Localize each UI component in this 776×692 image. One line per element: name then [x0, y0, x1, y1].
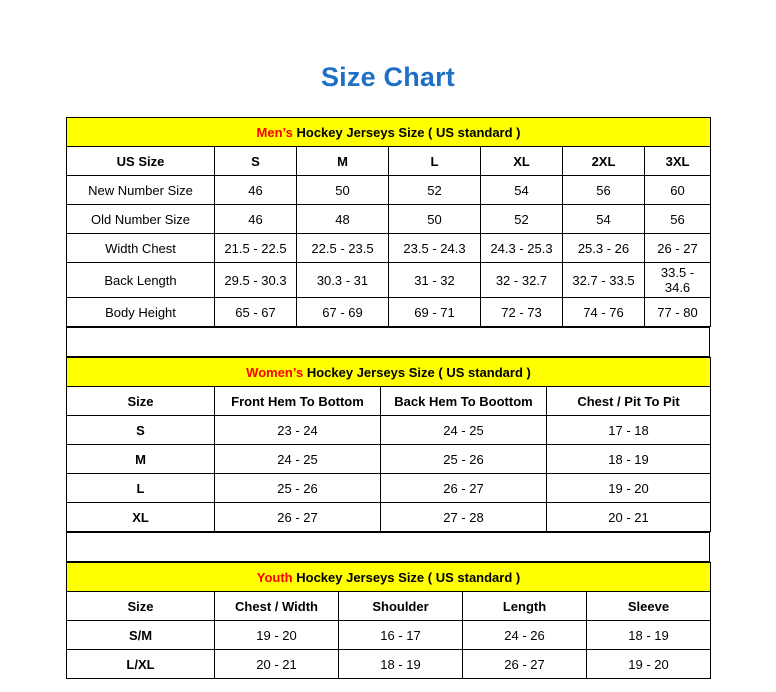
table-row: [67, 650, 711, 679]
mens-row-3-val-4: 32.7 - 33.5: [563, 263, 645, 298]
youth-col-4: Sleeve: [587, 592, 711, 621]
mens-row-2-val-0: 21.5 - 22.5: [215, 234, 297, 263]
mens-column-header-row: [67, 147, 711, 176]
womens-row-2-val-2: 19 - 20: [547, 474, 711, 503]
youth-row-0-val-0: 19 - 20: [215, 621, 339, 650]
mens-row-0-label: New Number Size: [67, 176, 215, 205]
mens-row-4-label: Body Height: [67, 298, 215, 327]
mens-row-4-val-1: 67 - 69: [297, 298, 389, 327]
table-row: [67, 474, 711, 503]
youth-row-1-label: L/XL: [67, 650, 215, 679]
mens-row-0-val-5: 60: [645, 176, 711, 205]
mens-row-3-val-2: 31 - 32: [389, 263, 481, 298]
youth-col-0: Size: [67, 592, 215, 621]
womens-row-3-val-0: 26 - 27: [215, 503, 381, 532]
womens-col-2: Back Hem To Boottom: [381, 387, 547, 416]
mens-col-2: M: [297, 147, 389, 176]
womens-section-heading: [67, 358, 711, 387]
mens-row-4-val-4: 74 - 76: [563, 298, 645, 327]
youth-heading-rest: Hockey Jerseys Size ( US standard ): [292, 569, 521, 585]
mens-row-4-val-5: 77 - 80: [645, 298, 711, 327]
womens-row-2-val-1: 26 - 27: [381, 474, 547, 503]
mens-heading-accent: Men’s: [256, 124, 293, 140]
mens-row-3-label: Back Length: [67, 263, 215, 298]
mens-col-0: US Size: [67, 147, 215, 176]
womens-column-header-row: [67, 387, 711, 416]
youth-row-1-val-0: 20 - 21: [215, 650, 339, 679]
spacer-2: [66, 532, 710, 562]
mens-row-1-val-5: 56: [645, 205, 711, 234]
mens-row-3-val-5: 33.5 - 34.6: [645, 263, 711, 298]
mens-col-3: L: [389, 147, 481, 176]
mens-row-1-val-3: 52: [481, 205, 563, 234]
youth-section-heading: [67, 563, 711, 592]
womens-row-3-val-2: 20 - 21: [547, 503, 711, 532]
table-row: [67, 503, 711, 532]
womens-row-0-val-1: 24 - 25: [381, 416, 547, 445]
womens-row-0-val-0: 23 - 24: [215, 416, 381, 445]
table-row: [67, 298, 711, 327]
mens-row-3-val-0: 29.5 - 30.3: [215, 263, 297, 298]
womens-row-0-label: S: [67, 416, 215, 445]
mens-section-heading: [67, 118, 711, 147]
table-row: [67, 176, 711, 205]
table-row: [67, 445, 711, 474]
womens-row-0-val-2: 17 - 18: [547, 416, 711, 445]
mens-col-6: 3XL: [645, 147, 711, 176]
mens-heading-rest: Hockey Jerseys Size ( US standard ): [292, 124, 521, 140]
mens-row-4-val-0: 65 - 67: [215, 298, 297, 327]
mens-row-3-val-1: 30.3 - 31: [297, 263, 389, 298]
womens-col-3: Chest / Pit To Pit: [547, 387, 711, 416]
womens-row-1-val-2: 18 - 19: [547, 445, 711, 474]
mens-row-1-label: Old Number Size: [67, 205, 215, 234]
womens-heading-rest: Hockey Jerseys Size ( US standard ): [303, 364, 531, 380]
mens-row-2-val-2: 23.5 - 24.3: [389, 234, 481, 263]
table-row: [67, 234, 711, 263]
womens-row-1-val-1: 25 - 26: [381, 445, 547, 474]
youth-col-1: Chest / Width: [215, 592, 339, 621]
womens-row-2-label: L: [67, 474, 215, 503]
mens-row-2-val-3: 24.3 - 25.3: [481, 234, 563, 263]
womens-row-3-val-1: 27 - 28: [381, 503, 547, 532]
youth-row-0-val-1: 16 - 17: [339, 621, 463, 650]
table-row: [67, 621, 711, 650]
mens-row-2-val-1: 22.5 - 23.5: [297, 234, 389, 263]
youth-row-1-val-1: 18 - 19: [339, 650, 463, 679]
mens-row-4-val-2: 69 - 71: [389, 298, 481, 327]
womens-heading-accent: Women’s: [246, 364, 304, 380]
youth-column-header-row: [67, 592, 711, 621]
youth-row-0-val-3: 18 - 19: [587, 621, 711, 650]
mens-row-1-val-2: 50: [389, 205, 481, 234]
womens-row-1-val-0: 24 - 25: [215, 445, 381, 474]
womens-row-3-label: XL: [67, 503, 215, 532]
mens-col-4: XL: [481, 147, 563, 176]
mens-row-1-val-4: 54: [563, 205, 645, 234]
mens-col-1: S: [215, 147, 297, 176]
mens-row-1-val-0: 46: [215, 205, 297, 234]
youth-row-0-label: S/M: [67, 621, 215, 650]
mens-row-2-label: Width Chest: [67, 234, 215, 263]
table-row: [67, 263, 711, 298]
womens-size-table: [66, 357, 711, 532]
mens-row-3-val-3: 32 - 32.7: [481, 263, 563, 298]
youth-section-heading-row: [67, 563, 711, 592]
page-title: Size Chart: [320, 62, 456, 92]
youth-row-1-val-3: 19 - 20: [587, 650, 711, 679]
youth-col-3: Length: [463, 592, 587, 621]
womens-section-heading-row: [67, 358, 711, 387]
womens-row-2-val-0: 25 - 26: [215, 474, 381, 503]
womens-row-1-label: M: [67, 445, 215, 474]
youth-heading-accent: Youth: [256, 569, 293, 585]
size-chart-container: [66, 93, 710, 679]
table-row: [67, 416, 711, 445]
mens-col-5: 2XL: [563, 147, 645, 176]
spacer-1: [66, 327, 710, 357]
mens-row-1-val-1: 48: [297, 205, 389, 234]
youth-row-1-val-2: 26 - 27: [463, 650, 587, 679]
womens-col-0: Size: [67, 387, 215, 416]
womens-col-1: Front Hem To Bottom: [215, 387, 381, 416]
mens-row-0-val-0: 46: [215, 176, 297, 205]
mens-row-0-val-4: 56: [563, 176, 645, 205]
mens-row-4-val-3: 72 - 73: [481, 298, 563, 327]
mens-section-heading-row: [67, 118, 711, 147]
mens-row-2-val-5: 26 - 27: [645, 234, 711, 263]
mens-row-2-val-4: 25.3 - 26: [563, 234, 645, 263]
youth-col-2: Shoulder: [339, 592, 463, 621]
mens-size-table: [66, 117, 711, 327]
mens-row-0-val-1: 50: [297, 176, 389, 205]
mens-row-0-val-2: 52: [389, 176, 481, 205]
mens-row-0-val-3: 54: [481, 176, 563, 205]
table-row: [67, 205, 711, 234]
youth-size-table: [66, 562, 711, 679]
youth-row-0-val-2: 24 - 26: [463, 621, 587, 650]
